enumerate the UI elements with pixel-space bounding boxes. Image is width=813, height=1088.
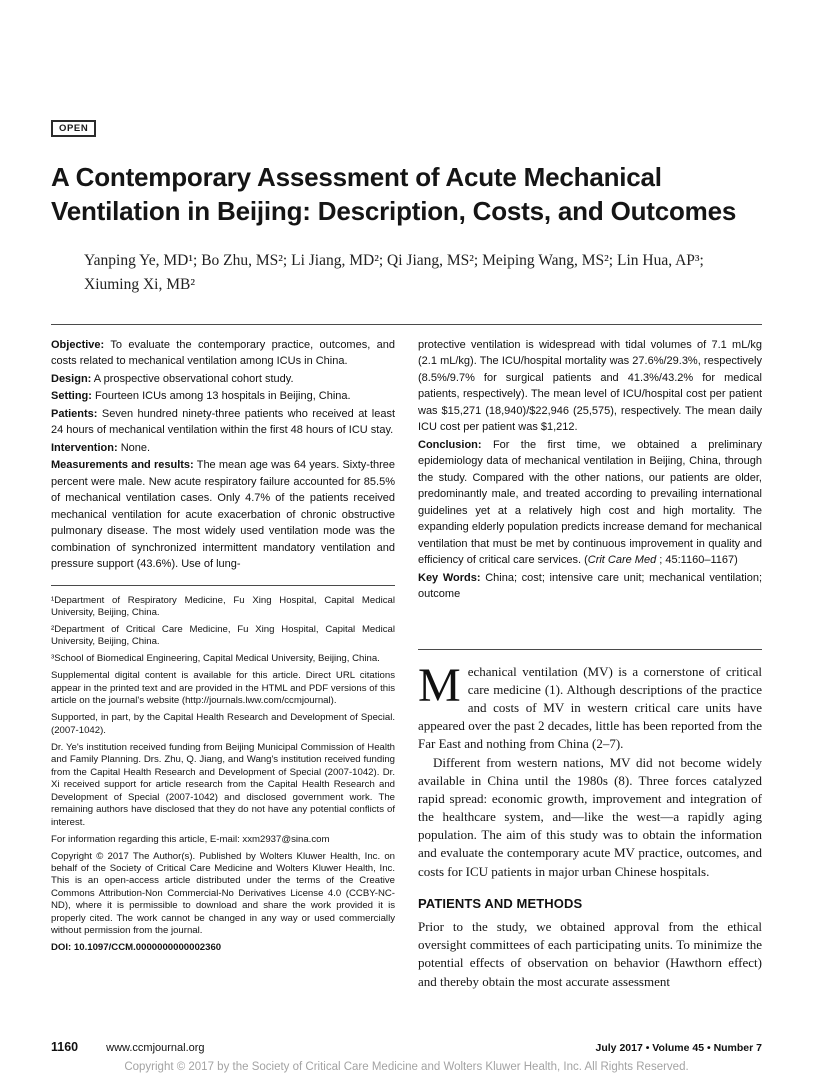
page-number: 1160: [51, 1040, 79, 1054]
body-paragraph-1-text: echanical ventilation (MV) is a cornerstone of critical care medicine (1). Although descriptions of the practice and costs of MV in western critical care units have appeared over the past 2 decades, little has been reported from the Far East and nothing from China (2–7).: [418, 663, 762, 752]
abstract-design-text: A prospective observational cohort study.: [93, 372, 294, 385]
abstract-intervention: [51, 440, 395, 457]
supplemental-note: Supplemental digital content is available for this article. Direct URL citations appear in the printed text and are provided in the HTML and PDF versions of this article on the journal's website (http://journals.lww.com/ccmjournal).: [51, 670, 395, 707]
abstract-keywords-label: Key Words:: [418, 571, 481, 584]
abstract-conclusion-label: Conclusion:: [418, 438, 482, 451]
section-heading-patients-methods: PATIENTS AND METHODS: [418, 895, 583, 911]
doi-line: DOI: 10.1097/CCM.0000000000002360: [51, 942, 222, 954]
article-title: A Contemporary Assessment of Acute Mechanical Ventilation in Beijing: Description, Costs, and Outcomes: [51, 162, 737, 226]
body-paragraph-1: [418, 658, 762, 754]
abstract-conclusion-text: For the first time, we obtained a preliminary epidemiology data of mechanical ventilation in Beijing, China, through the study. Compared with the other nations, our patients are older, predominantly male, and treated according to prevailing international guidelines yet at a relatively high cost and high mortality. The expanding elderly population predicts increase demand for mechanical ventilation that must be met by continuous improvement in quality and efficiency of critical care services. (: [418, 438, 763, 567]
header-divider: [51, 324, 762, 325]
body-paragraph-3: Prior to the study, we obtained approval from the ethical oversight committees of each participating units. To minimize the potential effects of observation on behavior (Hawthorn effect) and thereby obtain the most accurate assessment: [418, 919, 762, 989]
abstract-conclusion-citation: ; 45:1160–1167): [656, 554, 738, 567]
abstract-measurements: [51, 457, 395, 573]
abstract-keywords-text: China; cost; intensive care unit; mechanical ventilation; outcome: [418, 571, 763, 601]
abstract-setting: [51, 388, 395, 405]
body-divider: [418, 649, 762, 650]
footnotes-divider: [51, 585, 395, 586]
footer-left-group: [51, 1040, 205, 1054]
affiliation-1: ¹Department of Respiratory Medicine, Fu Xing Hospital, Capital Medical University, Beijing, China.: [51, 594, 395, 619]
journal-name-italic: Crit Care Med: [587, 554, 657, 567]
copyright-license-note: Copyright © 2017 The Author(s). Published by Wolters Kluwer Health, Inc. on behalf of the Society of Critical Care Medicine and Wolters Kluwer Health, Inc. This is an open-access article distributed under the terms of the Creative Commons Attribution-Non Commercial-No Derivatives License 4.0 (CCBY-NC-ND), where it is permissible to download and share the work provided it is properly cited. The work cannot be changed in any way or used commercially without permission from the journal.: [51, 850, 395, 937]
affiliation-3: ³School of Biomedical Engineering, Capital Medical University, Beijing, China.: [51, 653, 380, 665]
abstract-left: [51, 337, 395, 573]
abstract-objective-label: Objective:: [51, 338, 105, 351]
contact-email-note: For information regarding this article, E-mail: xxm2937@sina.com: [51, 833, 330, 845]
abstract-measurements-text: The mean age was 64 years. Sixty-three percent were male. New acute respiratory failure accounted for 85.5% of mechanical ventilation cases. Only 4.7% of the patients received mechanical ventilation for acute exacerbation of chronic obstructive pulmonary disease. The most widely used ventilation mode was the combination of synchronized intermittent mandatory ventilation and pressure support (43.6%). Use of lung-: [51, 459, 396, 571]
abstract-patients-label: Patients:: [51, 407, 98, 420]
support-note: Supported, in part, by the Capital Health Research and Development of Special. (2007-1042).: [51, 712, 395, 736]
abstract-keywords: [418, 570, 762, 603]
footnotes-block: [51, 595, 395, 955]
disclosures-note: Dr. Ye's institution received funding from Beijing Municipal Commission of Health and Family Planning. Drs. Zhu, Q. Jiang, and Wang's institution received funding from the Capital Health Research and Development of Special (2007-1042). Dr. Xi received support for article research from the Capital Health Research and Development of Special (2007-1042) and disclosed government work. The remaining authors have disclosed that they do not have any potential conflicts of interest.: [51, 741, 395, 828]
abstract-objective-text: To evaluate the contemporary practice, outcomes, and costs related to mechanical ventilation among ICUs in China.: [51, 338, 395, 368]
body-paragraph-2: Different from western nations, MV did not become widely available in China until the 1980s (8). Three forces catalyzed rapid spread: economic growth, improvement and integration of the healthcare system, and—like the west—a rapidly aging population. The aim of this study was to obtain the information and evaluate the contemporary acute MV practice, outcomes, and costs for ICU patients in major urban Chinese hospitals.: [418, 754, 762, 879]
right-column: [418, 337, 762, 991]
abstract-conclusion: [418, 437, 762, 569]
abstract-intervention-text: None.: [120, 441, 151, 454]
drop-cap: M: [418, 658, 461, 712]
two-column-layout: [51, 337, 762, 991]
abstract-objective: [51, 337, 395, 370]
article-body: [418, 658, 762, 991]
abstract-design-label: Design:: [51, 372, 92, 385]
journal-url: www.ccmjournal.org: [106, 1042, 205, 1054]
abstract-right: [418, 337, 762, 603]
abstract-design: [51, 371, 395, 388]
page-footer: [51, 1040, 762, 1054]
abstract-patients: [51, 406, 395, 439]
open-access-badge: OPEN: [51, 120, 96, 137]
abstract-continuation: protective ventilation is widespread with tidal volumes of 7.1 mL/kg (2.1 mL/kg). The ICU/hospital mortality was 27.6%/29.3%, respectively (8.5%/9.7% for surgical patients and 41.3%/43.2% for medical patients, respectively). The mean level of ICU/hospital cost per patient was $15,271 (18,940)/$22,946 (25,575), respectively. The mean daily ICU cost per patient was $1,212.: [418, 338, 762, 434]
abstract-setting-label: Setting:: [51, 390, 92, 403]
author-byline: Yanping Ye, MD¹; Bo Zhu, MS²; Li Jiang, MD²; Qi Jiang, MS²; Meiping Wang, MS²; Lin Hua, AP³; Xiuming Xi, MB²: [84, 251, 704, 294]
abstract-patients-text: Seven hundred ninety-three patients who received at least 24 hours of mechanical ventilation within the first 48 hours of ICU stay.: [51, 407, 396, 437]
issue-info: July 2017 • Volume 45 • Number 7: [595, 1042, 762, 1054]
copyright-notice: Copyright © 2017 by the Society of Critical Care Medicine and Wolters Kluwer Health, Inc. All Rights Reserved.: [124, 1061, 689, 1073]
affiliation-2: ²Department of Critical Care Medicine, Fu Xing Hospital, Capital Medical University, Beijing, China.: [51, 624, 395, 648]
article-header: [51, 118, 762, 298]
abstract-setting-text: Fourteen ICUs among 13 hospitals in Beijing, China.: [95, 390, 351, 403]
abstract-intervention-label: Intervention:: [51, 441, 118, 454]
left-column: [51, 337, 395, 991]
abstract-measurements-label: Measurements and results:: [51, 459, 194, 472]
